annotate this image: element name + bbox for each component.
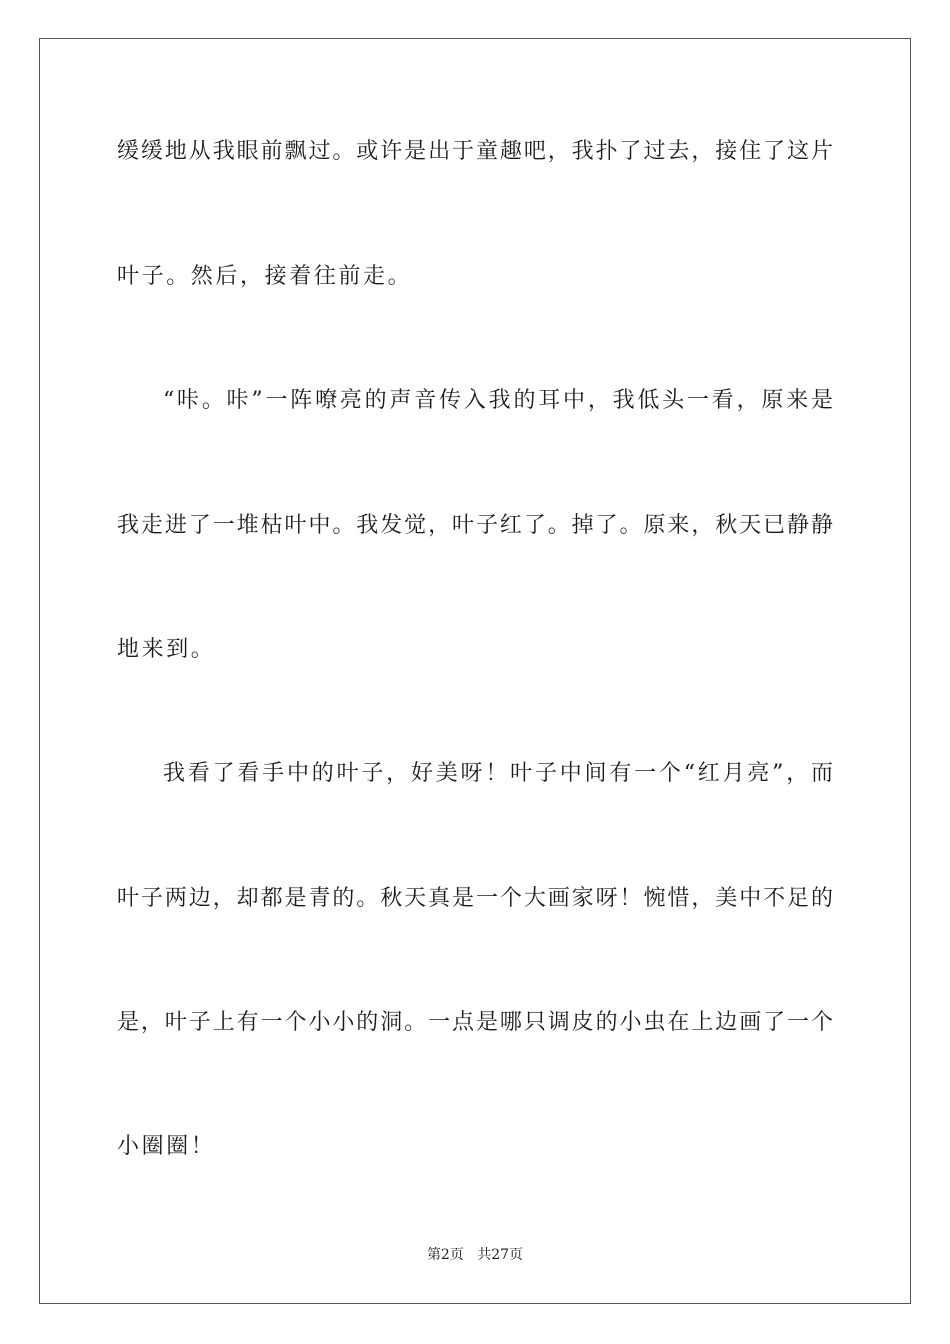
text-line: 地来到。: [117, 637, 216, 662]
text-line: 是，叶子上有一个小小的洞。一点是哪只调皮的小虫在上边画了一个: [117, 1010, 833, 1035]
text-line: 我看了看手中的叶子，好美呀！叶子中间有一个“红月亮”，而: [163, 761, 833, 786]
text-line: 叶子。然后，接着往前走。: [117, 264, 413, 289]
page-border: [39, 38, 911, 1304]
text-line: 缓缓地从我眼前飘过。或许是出于童趣吧，我扑了过去，接住了这片: [117, 139, 833, 164]
page-number: 第2页: [426, 1247, 464, 1263]
text-line: 叶子两边，却都是青的。秋天真是一个大画家呀！惋惜，美中不足的: [117, 886, 833, 911]
text-line: 小圈圈！: [117, 1134, 216, 1159]
page-footer: [0, 1246, 950, 1264]
text-line: 我走进了一堆枯叶中。我发觉，叶子红了。掉了。原来，秋天已静静: [117, 513, 833, 538]
text-line: “咔。咔”一阵嘹亮的声音传入我的耳中，我低头一看，原来是: [163, 388, 833, 413]
total-pages: 共27页: [477, 1247, 524, 1263]
